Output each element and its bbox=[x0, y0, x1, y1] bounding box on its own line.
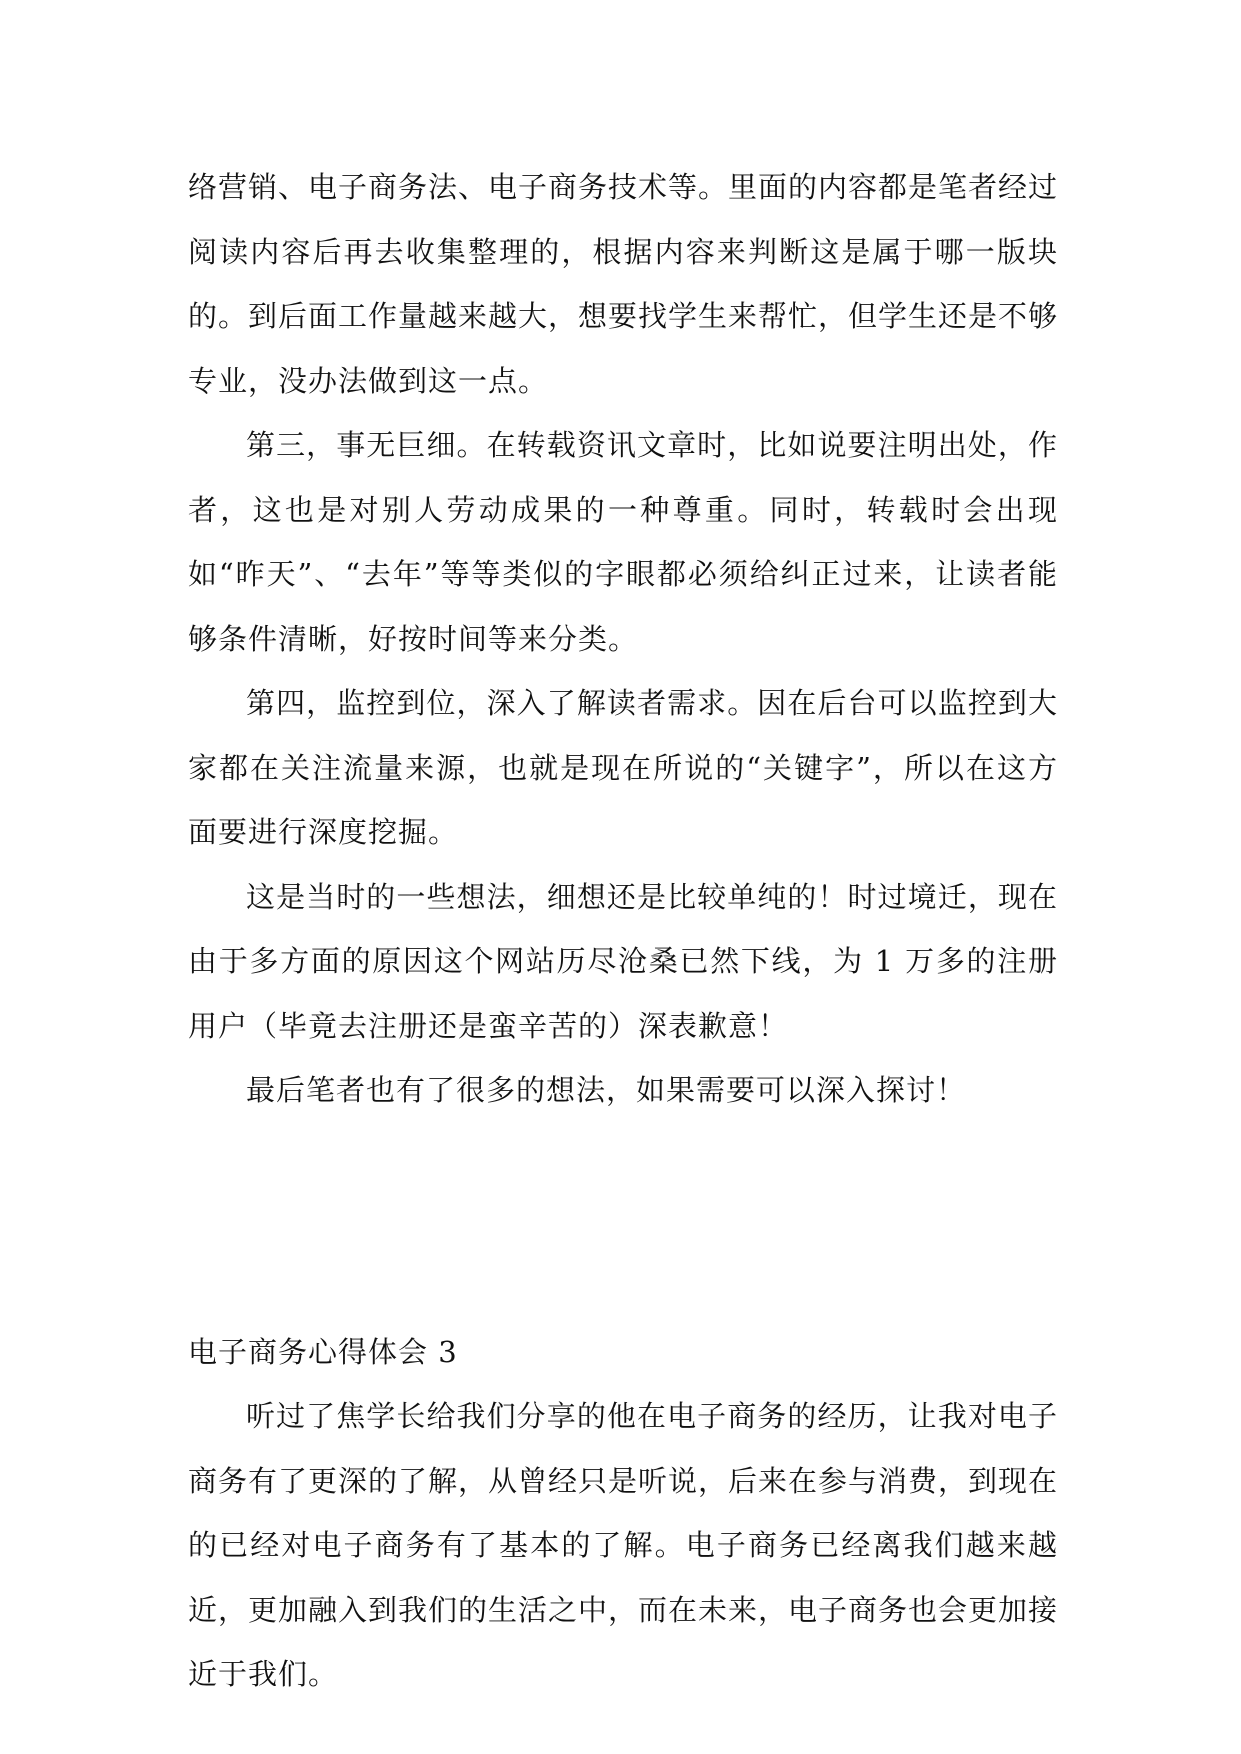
paragraph-point-four: 第四，监控到位，深入了解读者需求。因在后台可以监控到大家都在关注流量来源，也就是现在所说的“关键字”，所以在这方面要进行深度挖掘。 bbox=[188, 686, 1058, 849]
section-spacer bbox=[188, 1123, 1058, 1320]
paragraph-section-3-intro: 听过了焦学长给我们分享的他在电子商务的经历，让我对电子商务有了更深的了解，从曾经只是听说，后来在参与消费，到现在的已经对电子商务有了基本的了解。电子商务已经离我们越来越近，更加融入到我们的生活之中，而在未来，电子商务也会更加接近于我们。 bbox=[188, 1399, 1059, 1691]
paragraph-point-three: 第三，事无巨细。在转载资讯文章时，比如说要注明出处，作者，这也是对别人劳动成果的一种尊重。同时，转载时会出现如“昨天”、“去年”等等类似的字眼都必须给纠正过来，让读者能够条件清晰，好按时间等来分类。 bbox=[188, 428, 1058, 656]
paragraph-closing: 最后笔者也有了很多的想法，如果需要可以深入探讨！ bbox=[246, 1073, 967, 1107]
section-title: 电子商务心得体会 3 bbox=[188, 1334, 458, 1369]
paragraph-reflection: 这是当时的一些想法，细想还是比较单纯的！时过境迁，现在由于多方面的原因这个网站历尽沧桑已然下线，为 1 万多的注册用户（毕竟去注册还是蛮辛苦的）深表歉意！ bbox=[188, 879, 1058, 1043]
paragraph-continuation: 络营销、电子商务法、电子商务技术等。里面的内容都是笔者经过阅读内容后再去收集整理的，根据内容来判断这是属于哪一版块的。到后面工作量越来越大，想要找学生来帮忙，但学生还是不够专业，没办法做到这一点。 bbox=[188, 170, 1059, 398]
document-body bbox=[188, 155, 1058, 1707]
